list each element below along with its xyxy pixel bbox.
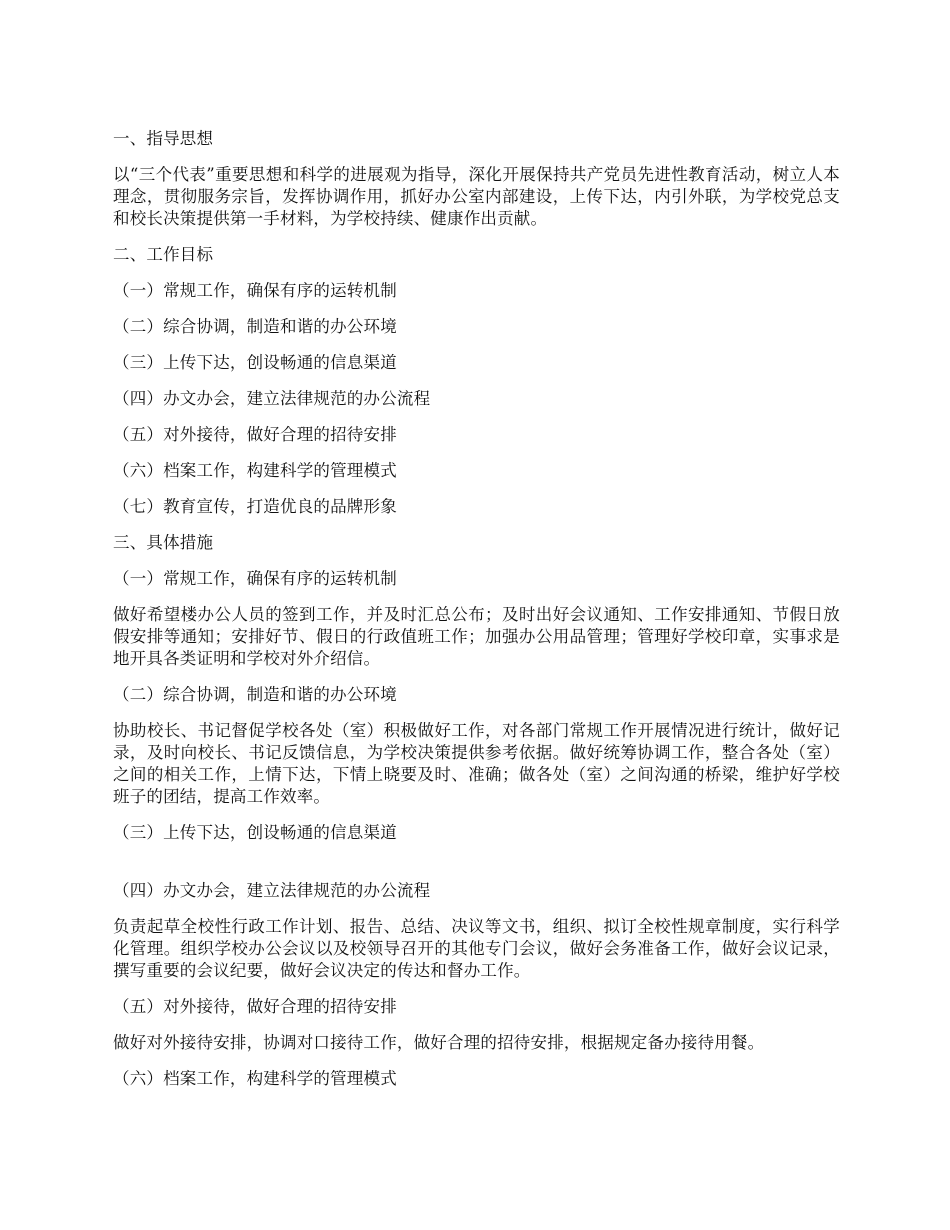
goal-item-5: （五）对外接待，做好合理的招待安排 (113, 425, 397, 444)
section-heading-work-goals: 二、工作目标 (113, 245, 214, 264)
measure-body-4: 负责起草全校性行政工作计划、报告、总结、决议等文书，组织、拟订全校性规章制度，实行科学化管理。组织学校办公会议以及校领导召开的其他专门会议，做好会务准备工作，做好会议记录，撰写重要的会议纪要，做好会议决定的传达和督办工作。 (113, 917, 840, 980)
measure-heading-3: （三）上传下达，创设畅通的信息渠道 (113, 823, 397, 842)
measure-heading-4: （四）办文办会，建立法律规范的办公流程 (113, 881, 431, 900)
goal-item-7: （七）教育宣传，打造优良的品牌形象 (113, 497, 397, 516)
body-paragraph-guiding-ideology: 以“三个代表”重要思想和科学的进展观为指导，深化开展保持共产党员先进性教育活动，树立人本理念，贯彻服务宗旨，发挥协调作用，抓好办公室内部建设，上传下达，内引外联，为学校党总支和校长决策提供第一手材料，为学校持续、健康作出贡献。 (113, 165, 840, 228)
measure-body-1: 做好希望楼办公人员的签到工作，并及时汇总公布；及时出好会议通知、工作安排通知、节假日放假安排等通知；安排好节、假日的行政值班工作；加强办公用品管理；管理好学校印章，实事求是地开具各类证明和学校对外介绍信。 (113, 605, 840, 668)
measure-heading-5: （五）对外接待，做好合理的招待安排 (113, 997, 397, 1016)
goal-item-4: （四）办文办会，建立法律规范的办公流程 (113, 389, 431, 408)
goal-item-3: （三）上传下达，创设畅通的信息渠道 (113, 353, 397, 372)
section-heading-guiding-ideology: 一、指导思想 (113, 129, 214, 148)
goal-item-6: （六）档案工作，构建科学的管理模式 (113, 461, 397, 480)
measure-heading-1: （一）常规工作，确保有序的运转机制 (113, 569, 397, 588)
goal-item-2: （二）综合协调，制造和谐的办公环境 (113, 317, 397, 336)
measure-body-2: 协助校长、书记督促学校各处（室）积极做好工作，对各部门常规工作开展情况进行统计，做好记录，及时向校长、书记反馈信息，为学校决策提供参考依据。做好统筹协调工作，整合各处（室）之间的相关工作，上情下达，下情上晓要及时、准确；做各处（室）之间沟通的桥梁，维护好学校班子的团结，提高工作效率。 (113, 721, 840, 806)
section-heading-measures: 三、具体措施 (113, 533, 214, 552)
goal-item-1: （一）常规工作，确保有序的运转机制 (113, 281, 397, 300)
measure-body-5: 做好对外接待安排，协调对口接待工作，做好合理的招待安排，根据规定备办接待用餐。 (113, 1033, 765, 1052)
document-page (113, 128, 840, 1104)
measure-heading-6: （六）档案工作，构建科学的管理模式 (113, 1069, 397, 1088)
measure-heading-2: （二）综合协调，制造和谐的办公环境 (113, 685, 397, 704)
